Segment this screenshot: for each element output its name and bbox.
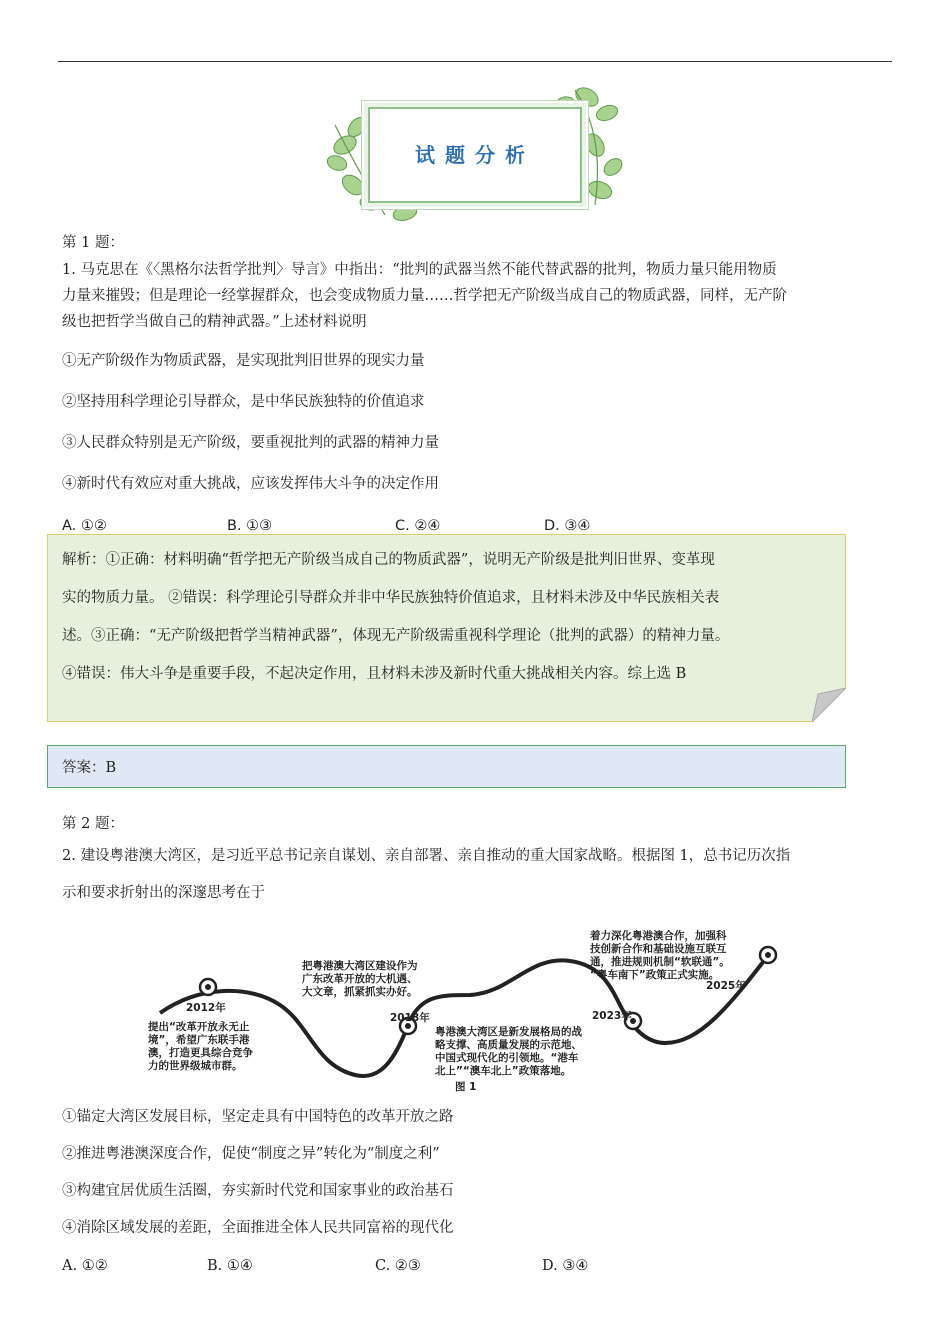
q2-item-3: ③构建宜居优质生活圈，夯实新时代党和国家事业的政治基石 (62, 1183, 454, 1199)
q1-item-2: ②坚持用科学理论引导群众，是中华民族独特的价值追求 (62, 394, 425, 410)
q1-stem-line-2: 力量来摧毁；但是理论一经掌握群众，也会变成物质力量……哲学把无产阶级当成自己的物质武器，同样，无产阶 (62, 288, 787, 304)
note-2023-line-2: 略支撑、高质量发展的示范地、 (435, 1039, 582, 1051)
q1-option-d: D. ③④ (544, 518, 591, 534)
q2-item-1: ①锚定大湾区发展目标，坚定走具有中国特色的改革开放之路 (62, 1109, 454, 1125)
note-2012-line-4: 力的世界级城市群。 (148, 1060, 243, 1072)
figure-caption: 图 1 (455, 1081, 477, 1093)
note-2025-line-4: “粤车南下”政策正式实施。 (590, 969, 720, 981)
note-2025-line-1: 着力深化粤港澳合作，加强科 (590, 930, 727, 942)
timeline-marker-2025 (760, 947, 776, 963)
q1-analysis-line-2: 实的物质力量。 ②错误：科学理论引导群众并非中华民族独特价值追求，且材料未涉及中华民族相关表 (62, 590, 720, 606)
q1-stem-line-1: 1. 马克思在《〈黑格尔法哲学批判〉导言》中指出：“批判的武器当然不能代替武器的批判，物质力量只能用物质 (62, 262, 777, 278)
q2-option-c: C. ②③ (375, 1258, 421, 1274)
note-2023-line-1: 粤港澳大湾区是新发展格局的战 (435, 1026, 582, 1038)
q1-answer: 答案：B (62, 760, 117, 776)
page-title: 试题分析 (415, 143, 535, 167)
q1-answer-box (47, 745, 846, 788)
q2-item-2: ②推进粤港澳深度合作，促使“制度之异”转化为“制度之利” (62, 1146, 440, 1162)
page-fold-corner (812, 688, 846, 722)
title-box (368, 107, 582, 203)
q1-label: 第 1 题： (62, 235, 124, 251)
year-2023: 2023年 (592, 1010, 632, 1022)
q1-item-3: ③人民群众特别是无产阶级，要重视批判的武器的精神力量 (62, 435, 439, 451)
note-2025-line-2: 技创新合作和基础设施互联互 (590, 943, 727, 955)
q1-option-b: B. ①③ (227, 518, 273, 534)
q2-option-b: B. ①④ (207, 1258, 253, 1274)
note-2018-line-2: 广东改革开放的大机遇、 (302, 973, 418, 985)
q2-option-d: D. ③④ (542, 1258, 589, 1274)
timeline-figure (140, 925, 780, 1095)
q1-analysis-box (47, 534, 846, 722)
q2-stem-line-2: 示和要求折射出的深邃思考在于 (62, 885, 265, 901)
note-2012-line-3: 澳，打造更具综合竞争 (148, 1047, 253, 1059)
q1-analysis-text (62, 541, 832, 693)
note-2012-line-1: 提出“改革开放永无止 (148, 1021, 250, 1033)
q1-item-1: ①无产阶级作为物质武器，是实现批判旧世界的现实力量 (62, 353, 425, 369)
note-2012-line-2: 境”，希望广东联手港 (148, 1034, 250, 1046)
note-2018-line-3: 大文章，抓紧抓实办好。 (302, 986, 418, 998)
note-2025-line-3: 通，推进规则机制“软联通”。 (590, 956, 730, 968)
q1-option-c: C. ②④ (395, 518, 441, 534)
header-rule (58, 61, 892, 62)
title-banner (325, 85, 625, 225)
year-2025: 2025年 (706, 980, 746, 992)
q2-option-a: A. ①② (62, 1258, 108, 1274)
q2-item-4: ④消除区域发展的差距，全面推进全体人民共同富裕的现代化 (62, 1220, 454, 1236)
note-2023-line-3: 中国式现代化的引领地。“港车 (435, 1052, 579, 1064)
year-2018: 2018年 (390, 1012, 430, 1024)
q2-label: 第 2 题： (62, 816, 124, 832)
note-2023-line-4: 北上”“澳车北上”政策落地。 (435, 1065, 572, 1077)
note-2018-line-1: 把粤港澳大湾区建设作为 (302, 960, 418, 972)
q2-stem-line-1: 2. 建设粤港澳大湾区，是习近平总书记亲自谋划、亲自部署、亲自推动的重大国家战略。根据图 1，总书记历次指 (62, 848, 791, 864)
q1-analysis-line-4: ④错误：伟大斗争是重要手段，不起决定作用，且材料未涉及新时代重大挑战相关内容。综上选 B (62, 666, 687, 682)
q1-analysis-line-3: 述。③正确：“无产阶级把哲学当精神武器”，体现无产阶级需重视科学理论（批判的武器）的精神力量。 (62, 628, 730, 644)
year-2012: 2012年 (186, 1002, 226, 1014)
q1-item-4: ④新时代有效应对重大挑战，应该发挥伟大斗争的决定作用 (62, 476, 439, 492)
q1-option-a: A. ①② (62, 518, 107, 534)
timeline-marker-2012 (200, 979, 216, 995)
q1-analysis-line-1: 解析：①正确：材料明确“哲学把无产阶级当成自己的物质武器”，说明无产阶级是批判旧世界、变革现 (62, 552, 715, 568)
q1-stem-line-3: 级也把哲学当做自己的精神武器。”上述材料说明 (62, 314, 367, 330)
